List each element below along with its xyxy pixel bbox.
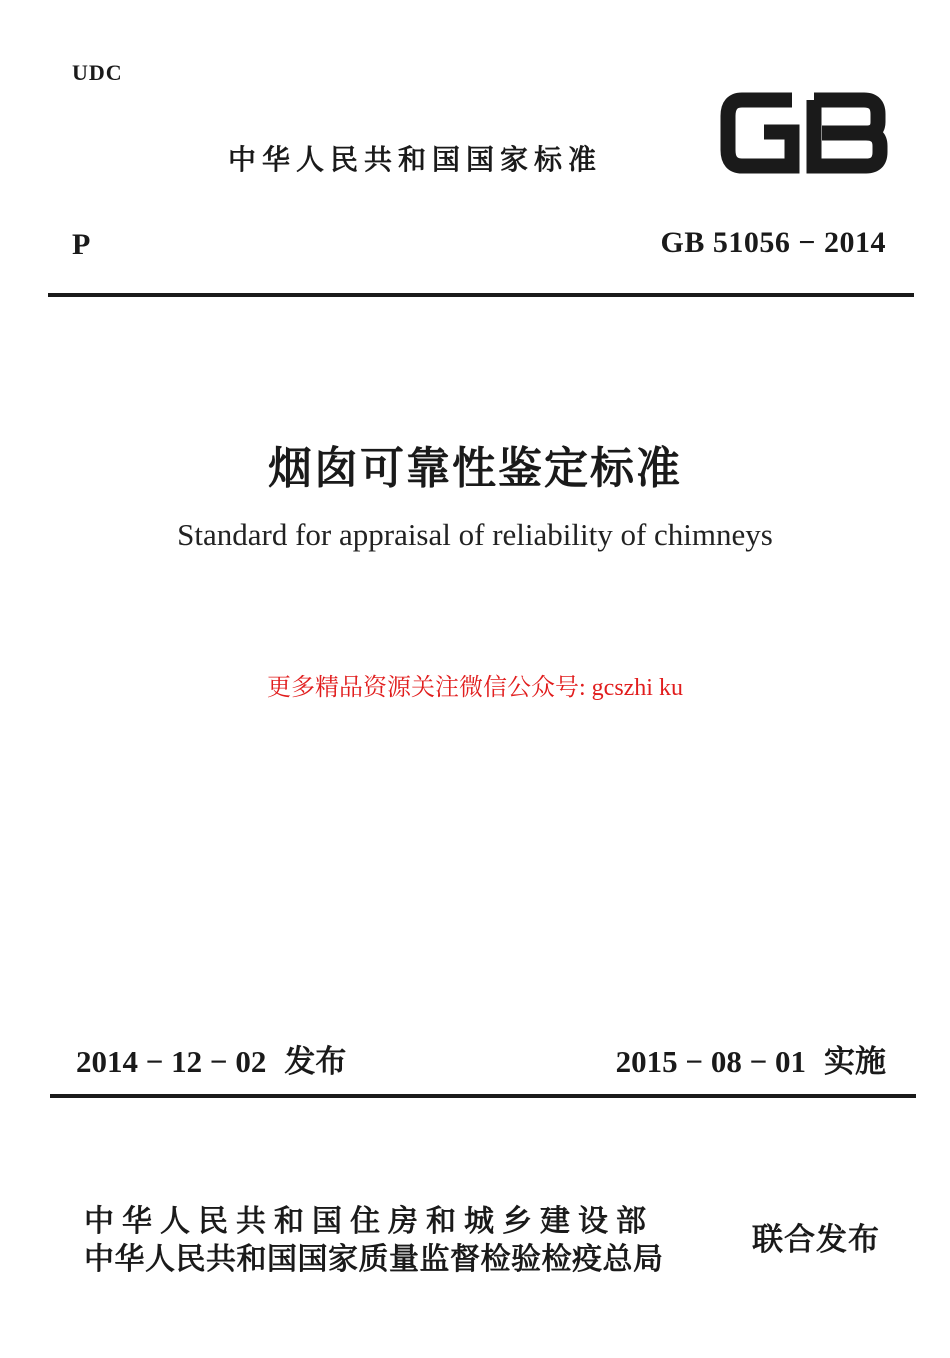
top-divider bbox=[48, 293, 914, 297]
promo-note: 更多精品资源关注微信公众号: gcszhi ku bbox=[267, 675, 683, 701]
issuer-ministry: 中华人民共和国住房和城乡建设部 bbox=[84, 1204, 654, 1239]
implementation-label: 实施 bbox=[824, 1044, 886, 1080]
udc-label: UDC bbox=[72, 60, 123, 85]
gb-logo bbox=[718, 88, 888, 178]
national-standard-heading: 中华人民共和国国家标准 bbox=[228, 143, 603, 176]
issue-label: 发布 bbox=[284, 1044, 347, 1080]
joint-release-label: 联合发布 bbox=[752, 1222, 880, 1258]
implementation-date: 2015 − 08 − 01 bbox=[615, 1044, 806, 1079]
issuer-aqsiq: 中华人民共和国国家质量监督检验检疫总局 bbox=[84, 1242, 664, 1277]
bottom-divider bbox=[50, 1094, 916, 1098]
issue-date-line bbox=[76, 1036, 346, 1081]
title-english: Standard for appraisal of reliability of chimneys bbox=[177, 517, 773, 552]
standard-number: GB 51056 − 2014 bbox=[660, 226, 886, 259]
title-chinese: 烟囱可靠性鉴定标准 bbox=[268, 443, 682, 494]
category-code: P bbox=[72, 228, 91, 261]
implementation-date-line bbox=[616, 1036, 886, 1081]
issue-date: 2014 − 12 − 02 bbox=[76, 1044, 267, 1079]
